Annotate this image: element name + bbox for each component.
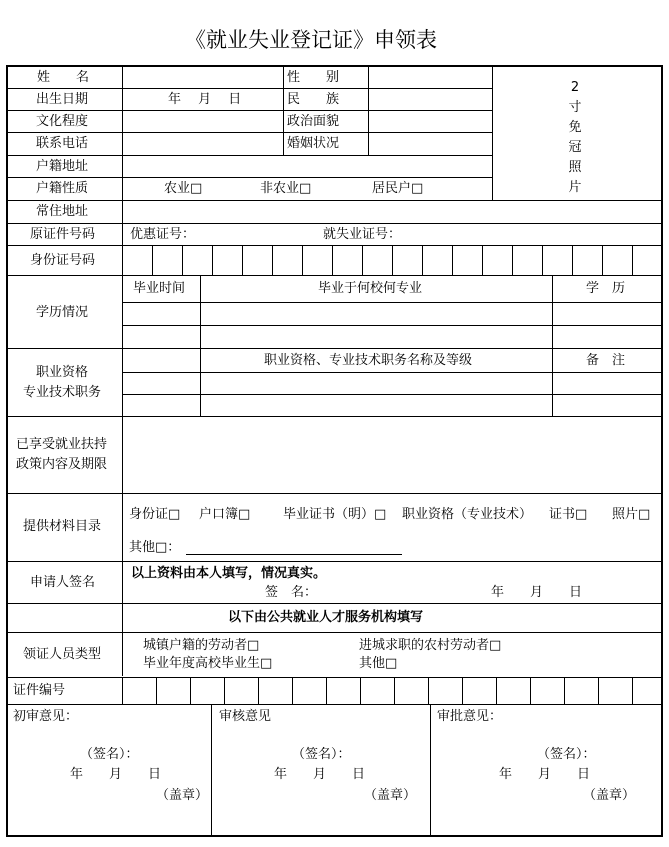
label-residence: 常住地址 [36, 204, 89, 219]
frame-bottom [6, 835, 663, 837]
checkbox-mat-hukou[interactable]: 户口簿□ [199, 507, 251, 522]
photo-char: 免 [568, 120, 582, 135]
label-materials: 提供材料目录 [23, 519, 102, 534]
label-cert-number: 证件编号 [13, 683, 66, 698]
agency-header: 以下由公共就业人才服务机构填写 [228, 610, 424, 625]
frame-right [661, 65, 663, 837]
checkbox-non-agri[interactable]: 非农业□ [260, 181, 312, 196]
grid-line [430, 704, 431, 836]
header-degree: 学 历 [586, 281, 626, 296]
id-cell-line [362, 245, 363, 275]
grid-line [6, 561, 663, 562]
checkbox-mat-cert[interactable]: 证书□ [549, 507, 588, 522]
marital-status-field[interactable] [369, 133, 492, 155]
id-cell-line [482, 245, 483, 275]
label-orig-cert: 原证件号码 [30, 227, 96, 242]
label-mat-qual: 职业资格（专业技术） [402, 507, 533, 522]
political-status-field[interactable] [369, 111, 492, 132]
approval-sig: （签名）： [537, 747, 596, 762]
cert-cell-line [428, 677, 429, 704]
label-recipient-type: 领证人员类型 [23, 647, 102, 662]
header-grad-time: 毕业时间 [133, 281, 186, 296]
label-policy-2: 政策内容及期限 [16, 457, 108, 472]
grid-line [283, 65, 284, 155]
checkbox-mat-other[interactable]: 其他□： [129, 540, 181, 555]
label-qual-2: 专业技术职务 [23, 385, 102, 400]
sign-date: 年 月 日 [491, 585, 583, 600]
id-cell-line [242, 245, 243, 275]
residence-field[interactable] [123, 201, 661, 223]
grid-line [122, 325, 663, 326]
checkbox-type-other[interactable]: 其他□ [359, 656, 398, 671]
label-ethnicity: 民 族 [287, 92, 340, 107]
review-date: 年 月 日 [274, 767, 366, 782]
first-review-seal: （盖章） [156, 788, 209, 803]
header-remarks: 备 注 [586, 353, 626, 368]
declaration: 以上资料由本人填写，情况真实。 [131, 566, 327, 581]
grid-line [122, 677, 123, 704]
id-cell-line [272, 245, 273, 275]
label-pref-cert: 优惠证号： [130, 227, 196, 242]
label-phone: 联系电话 [36, 136, 89, 151]
checkbox-resident[interactable]: 居民户□ [372, 181, 424, 196]
photo-char: 寸 [568, 100, 582, 115]
cert-cell-line [224, 677, 225, 704]
label-id-number: 身份证号码 [30, 253, 96, 268]
checkbox-mat-grad[interactable]: 毕业证书（明）□ [283, 507, 387, 522]
name-field[interactable] [123, 67, 283, 88]
id-cell-line [602, 245, 603, 275]
phone-field[interactable] [123, 133, 283, 155]
grid-line [122, 302, 663, 303]
first-review-sig: （签名）： [80, 747, 139, 762]
grid-line [6, 245, 663, 246]
cert-cell-line [530, 677, 531, 704]
sign-name: 签 名： [265, 585, 318, 600]
cert-cell-line [360, 677, 361, 704]
label-first-review: 初审意见： [13, 709, 79, 724]
cert-cell-line [156, 677, 157, 704]
photo-char: 片 [568, 180, 582, 195]
cert-cell-line [394, 677, 395, 704]
grid-line [6, 348, 663, 349]
id-cell-line [212, 245, 213, 275]
grid-line [200, 275, 201, 416]
header-qual: 职业资格、专业技术职务名称及等级 [264, 353, 473, 368]
id-cell-line [392, 245, 393, 275]
label-birth: 出生日期 [36, 92, 89, 107]
checkbox-mat-id[interactable]: 身份证□ [129, 507, 181, 522]
cert-cell-line [258, 677, 259, 704]
label-edu-history: 学历情况 [36, 305, 89, 320]
grid-line [6, 603, 663, 604]
cert-cell-line [326, 677, 327, 704]
household-address-field[interactable] [123, 156, 492, 177]
label-review: 审核意见 [219, 709, 272, 724]
policy-field[interactable] [123, 417, 661, 493]
frame-left [6, 65, 8, 837]
cert-cell-line [496, 677, 497, 704]
gender-field[interactable] [369, 67, 492, 88]
label-approval: 审批意见： [437, 709, 503, 724]
cert-cell-line [632, 677, 633, 704]
review-sig: （签名）： [292, 747, 351, 762]
form-title: 《就业失业登记证》申领表 [185, 28, 437, 52]
ethnicity-field[interactable] [369, 89, 492, 110]
grid-line [122, 394, 663, 395]
id-cell-line [572, 245, 573, 275]
cert-cell-line [190, 677, 191, 704]
id-cell-line [182, 245, 183, 275]
checkbox-agri[interactable]: 农业□ [164, 181, 203, 196]
label-qual-1: 职业资格 [36, 365, 89, 380]
first-review-date: 年 月 日 [70, 767, 162, 782]
cert-cell-line [292, 677, 293, 704]
checkbox-mat-photo[interactable]: 照片□ [612, 507, 651, 522]
other-underline [186, 554, 402, 555]
label-applicant-sign: 申请人签名 [30, 575, 96, 590]
photo-char: 2 [570, 80, 580, 95]
label-name: 姓 名 [37, 70, 90, 85]
approval-date: 年 月 日 [499, 767, 591, 782]
grid-line [6, 223, 663, 224]
label-policy-1: 已享受就业扶持 [16, 437, 108, 452]
label-gender: 性 别 [287, 70, 340, 85]
label-education-level: 文化程度 [36, 114, 89, 129]
cert-cell-line [462, 677, 463, 704]
grid-line [6, 275, 663, 276]
header-grad-school: 毕业于何校何专业 [318, 281, 423, 296]
grid-line [552, 275, 553, 416]
grid-line [6, 177, 492, 178]
label-political-status: 政治面貌 [287, 114, 340, 129]
photo-placeholder [493, 66, 661, 200]
cert-cell-line [564, 677, 565, 704]
id-cell-line [152, 245, 153, 275]
grid-line [6, 632, 663, 633]
id-cell-line [512, 245, 513, 275]
id-cell-line [422, 245, 423, 275]
photo-char: 冠 [568, 140, 582, 155]
grid-line [122, 372, 663, 373]
label-household-address: 户籍地址 [36, 159, 89, 174]
checkbox-type-urban[interactable]: 城镇户籍的劳动者□ [143, 638, 260, 653]
label-marital-status: 婚姻状况 [287, 136, 340, 151]
id-cell-line [332, 245, 333, 275]
id-cell-line [542, 245, 543, 275]
education-level-field[interactable] [123, 111, 283, 132]
birth-date-placeholder: 年 月 日 [168, 92, 242, 107]
label-household-type: 户籍性质 [36, 181, 89, 196]
photo-char: 照 [568, 160, 582, 175]
cert-cell-line [598, 677, 599, 704]
id-cell-line [452, 245, 453, 275]
label-emp-cert: 就失业证号： [323, 227, 402, 242]
checkbox-type-grad[interactable]: 毕业年度高校毕业生□ [143, 656, 273, 671]
review-seal: （盖章） [364, 788, 417, 803]
id-cell-line [302, 245, 303, 275]
photo-text [567, 78, 583, 198]
checkbox-type-rural[interactable]: 进城求职的农村劳动者□ [359, 638, 502, 653]
grid-line [6, 704, 663, 705]
grid-line [6, 493, 663, 494]
approval-seal: （盖章） [583, 788, 636, 803]
id-cell-line [632, 245, 633, 275]
grid-line [211, 704, 212, 836]
